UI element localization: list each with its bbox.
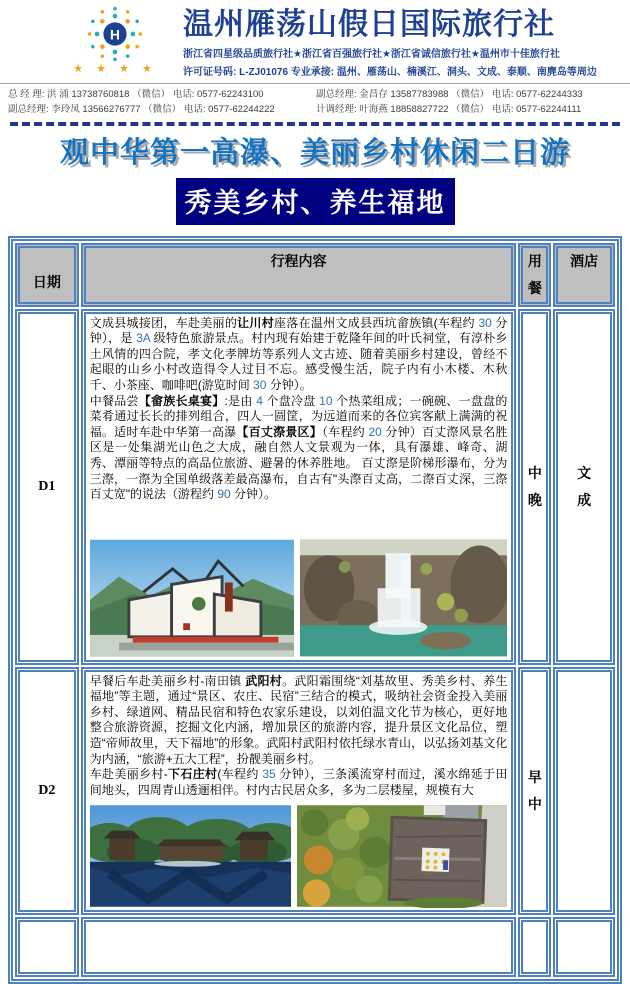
meals-d1 (518, 309, 551, 665)
photo-village-gate (90, 538, 294, 658)
header-date: 日期 (15, 243, 79, 306)
header-meals (518, 243, 551, 306)
header-hotel: 酒店 (553, 243, 615, 306)
tour-subtitle: 秀美乡村、养生福地 (176, 178, 455, 225)
table-header-row (15, 243, 615, 306)
contact-info (0, 84, 630, 119)
company-tagline: 浙江省四星级品质旅行社★浙江省百强旅行社★浙江省诚信旅行社★温州市十佳旅行社 (183, 49, 560, 60)
itinerary-cell-d1 (81, 309, 517, 665)
meals-d2 (518, 667, 551, 915)
letterhead (0, 0, 630, 84)
photo-waterfall (300, 538, 508, 658)
table-row-cutoff (15, 917, 615, 977)
license-line: 许可证号码: L-ZJ01076 专业承接: 温州、雁荡山、楠溪江、洞头、文成、泰顺、南麂岛等周边 (183, 67, 597, 78)
contacts-left (8, 88, 316, 117)
dashed-divider (10, 122, 620, 126)
svg-text:H: H (110, 27, 120, 43)
table-row-d1 (15, 309, 615, 665)
day-label-d2: D2 (15, 667, 79, 915)
table-row-d2 (15, 667, 615, 915)
itinerary-text-d2: 早餐后车赴美丽乡村-南田镇 武阳村。武阳霜围绕“刘基故里、秀美乡村、养生福地”等主题，通过“景区、农庄、民宿”三结合的模式，吸纳社会资金投入美丽乡村、绿道网、精品民宿和特色农家乐建设，以刘伯温文化节为核心，更好地整合旅游资源，挖掘文化内涵，增加景区的旅游内容，提升景区文化品位，塑造“帝师故里，天下福地”的形象。武阳村武阳村依托绿水青山，以弘扬刘基文化为内涵，“旅游+五大工程”，扮靓美丽乡村。 车赴美丽乡村-下石庄村(车程约 35 分钟），三条溪流穿村而过，溪水绵延于田间地头，四周青山透逦相伴。村内古民居众多，多为二层楼屋，规模有大 (89, 673, 508, 797)
photo-pond-pavilion (90, 804, 291, 908)
tour-title: 观中华第一高瀑、美丽乡村休闲二日游 (59, 137, 570, 170)
photo-row-d1 (90, 538, 508, 658)
company-logo (56, 6, 174, 75)
header-itinerary: 行程内容 (81, 243, 517, 306)
meals-d1-value: 中晚 (527, 465, 542, 508)
day-label-d1: D1 (15, 309, 79, 665)
contact-line: 副总经理: 李玲凤 13566276777 （微信） 电话: 0577-62244222 (8, 103, 275, 115)
contacts-right (316, 88, 624, 117)
photo-row-d2 (90, 804, 508, 908)
hotel-d1-value: 文成 (577, 465, 592, 508)
logo-burst-icon (77, 6, 153, 62)
itinerary-text-d1: 文成县城接团，车赴美丽的让川村座落在温州文成县西坑畲族镇(车程约 30 分钟），是 3A 级特色旅游景点。村内现有始建于乾隆年间的叶氏祠堂，有淳朴乡土风情的四合院，孝文化孝牌坊等系列人文古迹、随着美丽乡村建设，曾经不起眼的山乡小村改造得令人过目不忘。感受慢生活，院子内有小木楼、木秋千、小茶座、咖啡吧(游览时间 30 分钟）。 中餐品尝【畲族长桌宴】:是由 4 个盘冷盘 10 个热菜组成；一碗碗、一盘盘的菜肴通过长长的排列组合，四人一圆筐，为远道而来的各位宾客献上满满的祝福。适时车赴中华第一高瀑【百丈漈景区】（车程约 20 分钟）百丈漈风景名胜区是一处集湖光山色之大成，融自然人文景观为一体，具有瀑雄、峰奇、湖秀、潭丽等特点的高品位旅游、避暑的休养胜地。 百丈漈是阶梯形瀑布，分为三漈，一漈为全国单级落差最高瀑布，自古有"头漈百丈高，二漈百丈深，三漈百丈宽"的说法（游程约 90 分钟）。 (89, 315, 508, 502)
itinerary-table (8, 236, 622, 983)
header-meals-label: 用餐 (527, 253, 542, 297)
contact-line: 副总经理: 金昌存 13587783988 （微信） 电话: 0577-62244333 (316, 89, 583, 100)
four-stars: ★ ★ ★ ★ (73, 63, 157, 75)
contact-line: 总 经 理: 洪 涌 13738760818 （微信） 电话: 0577-62243100 (8, 89, 264, 100)
contact-line: 计调经理: 叶海燕 18858827722 （微信） 电话: 0577-62244111 (316, 103, 582, 115)
itinerary-cell-d2 (81, 667, 517, 915)
company-name: 温州雁荡山假日国际旅行社 (183, 8, 555, 41)
hotel-d1 (553, 309, 615, 665)
meals-d2-value: 早中 (527, 769, 542, 812)
hotel-d2 (553, 667, 615, 915)
photo-aerial-roof (297, 804, 508, 908)
